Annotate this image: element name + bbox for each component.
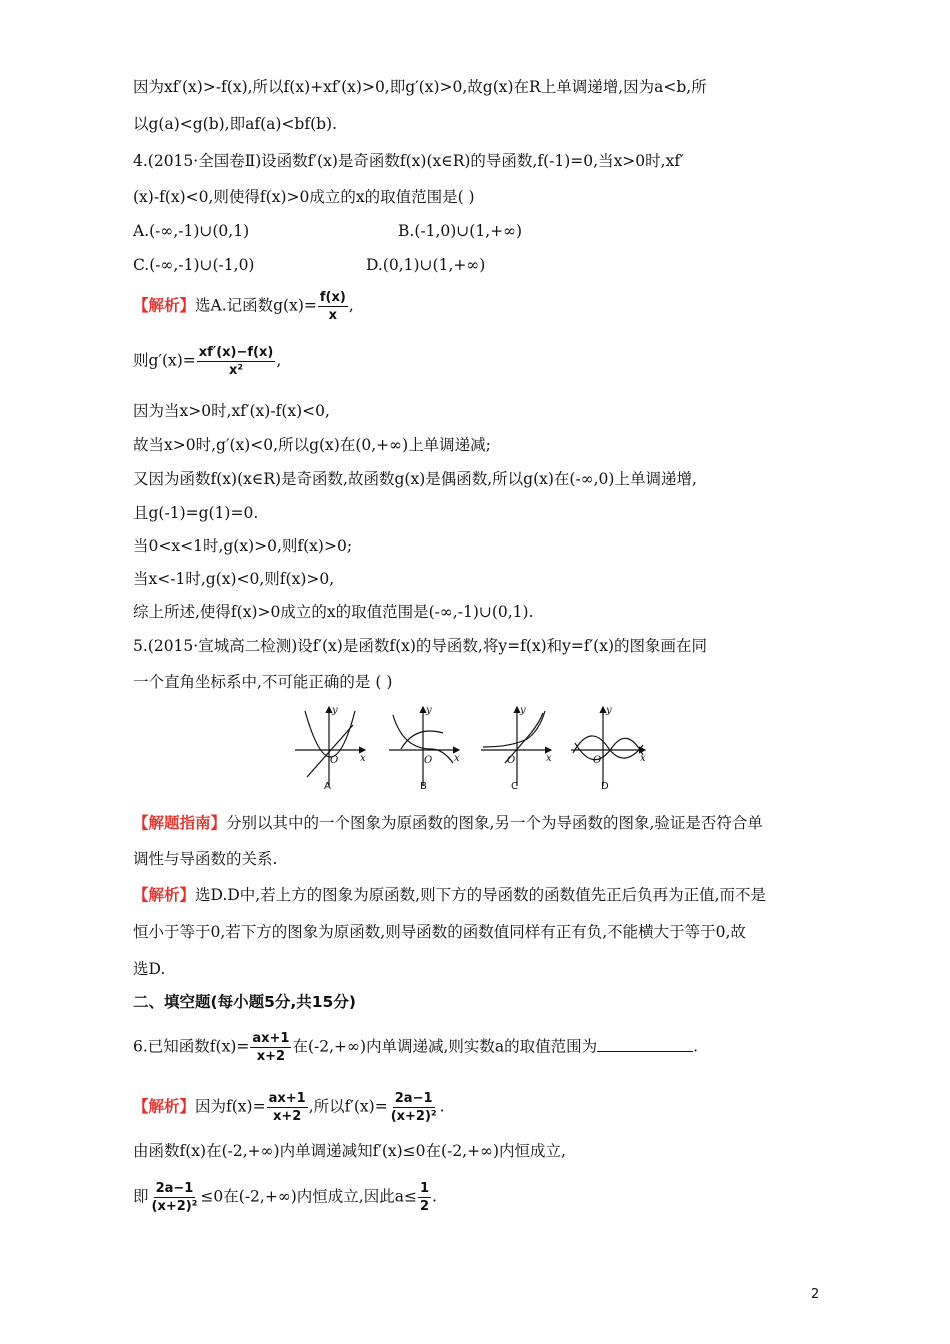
fraction: $\frac{1}{2}$ xyxy=(419,1181,429,1214)
axis-x-label: x xyxy=(360,753,366,764)
solution-4-line: 故当x>0时,g′(x)<0,所以g(x)在(0,+∞)上单调递减; xyxy=(133,436,491,454)
option-a: A.(-∞,-1)∪(0,1) xyxy=(133,222,250,240)
guide-5-line: 调性与导函数的关系. xyxy=(133,850,278,868)
panel-label-a: A xyxy=(324,781,331,792)
guide-5-line: 【解题指南】分别以其中的一个图象为原函数的图象,另一个为导函数的图象,验证是否符合单 xyxy=(133,814,763,832)
origin-label: O xyxy=(593,755,602,766)
axis-y-label: y xyxy=(520,705,526,716)
panel-label-c: C xyxy=(511,781,518,792)
axis-x-label: x xyxy=(640,753,646,764)
question-4-stem: 4.(2015·全国卷Ⅱ)设函数f′(x)是奇函数f(x)(x∈R)的导函数,f(-1)=0,当x>0时,xf′ xyxy=(133,152,684,170)
solution-4-line: 综上所述,使得f(x)>0成立的x的取值范围是(-∞,-1)∪(0,1). xyxy=(133,603,534,621)
solution-6-line: 由函数f(x)在(-2,+∞)内单调递减知f′(x)≤0在(-2,+∞)内恒成立, xyxy=(133,1142,566,1160)
origin-label: O xyxy=(507,755,516,766)
question-4-stem: (x)-f(x)<0,则使得f(x)>0成立的x的取值范围是( ) xyxy=(133,188,475,206)
solution-4-line: 当x<-1时,g(x)<0,则f(x)>0, xyxy=(133,570,335,588)
solution-6-line: 即 $\frac{2a-1}{\text{(x+2)²}}$ ≤0在(-2,+∞)内恒成立,因此a≤ $\frac{1}{2}$ . xyxy=(133,1181,437,1214)
option-b: B.(-1,0)∪(1,+∞) xyxy=(398,222,523,240)
solution-4-line: 又因为函数f(x)(x∈R)是奇函数,故函数g(x)是偶函数,所以g(x)在(-∞,0)上单调递增, xyxy=(133,470,697,488)
solution-5-line: 【解析】选D.D中,若上方的图象为原函数,则下方的导函数的函数值先正后负再为正值,而不是 xyxy=(133,886,767,904)
fraction: $\frac{xf'(x)-f(x)}{\text{x²}}$ xyxy=(198,345,274,378)
axis-y-label: y xyxy=(332,705,338,716)
solution-4-line: 因为当x>0时,xf′(x)-f(x)<0, xyxy=(133,402,330,420)
question-5-stem: 一个直角坐标系中,不可能正确的是 ( ) xyxy=(133,673,393,691)
answer-blank xyxy=(597,1036,693,1052)
solution-tag: 【解析】 xyxy=(133,886,196,904)
fraction: $\frac{2a-1}{\text{(x+2)²}}$ xyxy=(390,1091,437,1124)
axis-x-label: x xyxy=(454,753,460,764)
text-line: 因为xf′(x)>-f(x),所以f(x)+xf′(x)>0,即g′(x)>0,故g(x)在R上单调递增,因为a<b,所 xyxy=(133,78,707,96)
axis-x-label: x xyxy=(546,753,552,764)
solution-4-line: 【解析】选A.记函数g(x)= $\frac{f(x)}{x}$ , xyxy=(133,290,354,323)
axis-y-label: y xyxy=(426,705,432,716)
section-heading: 二、填空题(每小题5分,共15分) xyxy=(133,993,356,1011)
solution-tag: 【解析】 xyxy=(133,296,196,315)
solution-5-line: 恒小于等于0,若下方的图象为原函数,则导函数的函数值同样有正有负,不能横大于等于0,故 xyxy=(133,923,746,941)
solution-4-line: 且g(-1)=g(1)=0. xyxy=(133,504,259,522)
solution-4-line: 当0<x<1时,g(x)>0,则f(x)>0; xyxy=(133,537,353,555)
fraction: $\frac{ax+1}{x+2}$ xyxy=(268,1091,306,1124)
guide-tag: 【解题指南】 xyxy=(133,814,227,832)
fraction: $\frac{f(x)}{x}$ xyxy=(319,290,346,323)
option-d: D.(0,1)∪(1,+∞) xyxy=(366,256,486,274)
question-6-stem: 6.已知函数f(x)= $\frac{ax+1}{x+2}$ 在(-2,+∞)内单调递减,则实数a的取值范围为 . xyxy=(133,1031,699,1064)
origin-label: O xyxy=(330,755,339,766)
question-5-stem: 5.(2015·宣城高二检测)设f′(x)是函数f(x)的导函数,将y=f(x)和y=f′(x)的图象画在同 xyxy=(133,637,708,655)
axis-y-label: y xyxy=(606,705,612,716)
fraction: $\frac{2a-1}{\text{(x+2)²}}$ xyxy=(151,1181,198,1214)
fraction: $\frac{ax+1}{x+2}$ xyxy=(252,1031,290,1064)
text-line: 以g(a)<g(b),即af(a)<bf(b). xyxy=(133,115,338,133)
option-c: C.(-∞,-1)∪(-1,0) xyxy=(133,256,255,274)
panel-label-d: D xyxy=(601,781,609,792)
graph-options-figure xyxy=(293,703,653,795)
solution-4-line: 则g′(x)= $\frac{xf'(x)-f(x)}{\text{x²}}$ , xyxy=(133,345,282,378)
panel-label-b: B xyxy=(420,781,427,792)
origin-label: O xyxy=(424,755,433,766)
page-number: 2 xyxy=(811,1287,820,1302)
solution-6-line: 【解析】因为f(x)= $\frac{ax+1}{x+2}$ ,所以f′(x)= $\frac{2a-1}{\text{(x+2)²}}$ . xyxy=(133,1091,445,1124)
solution-tag: 【解析】 xyxy=(133,1097,196,1116)
solution-5-line: 选D. xyxy=(133,960,166,978)
